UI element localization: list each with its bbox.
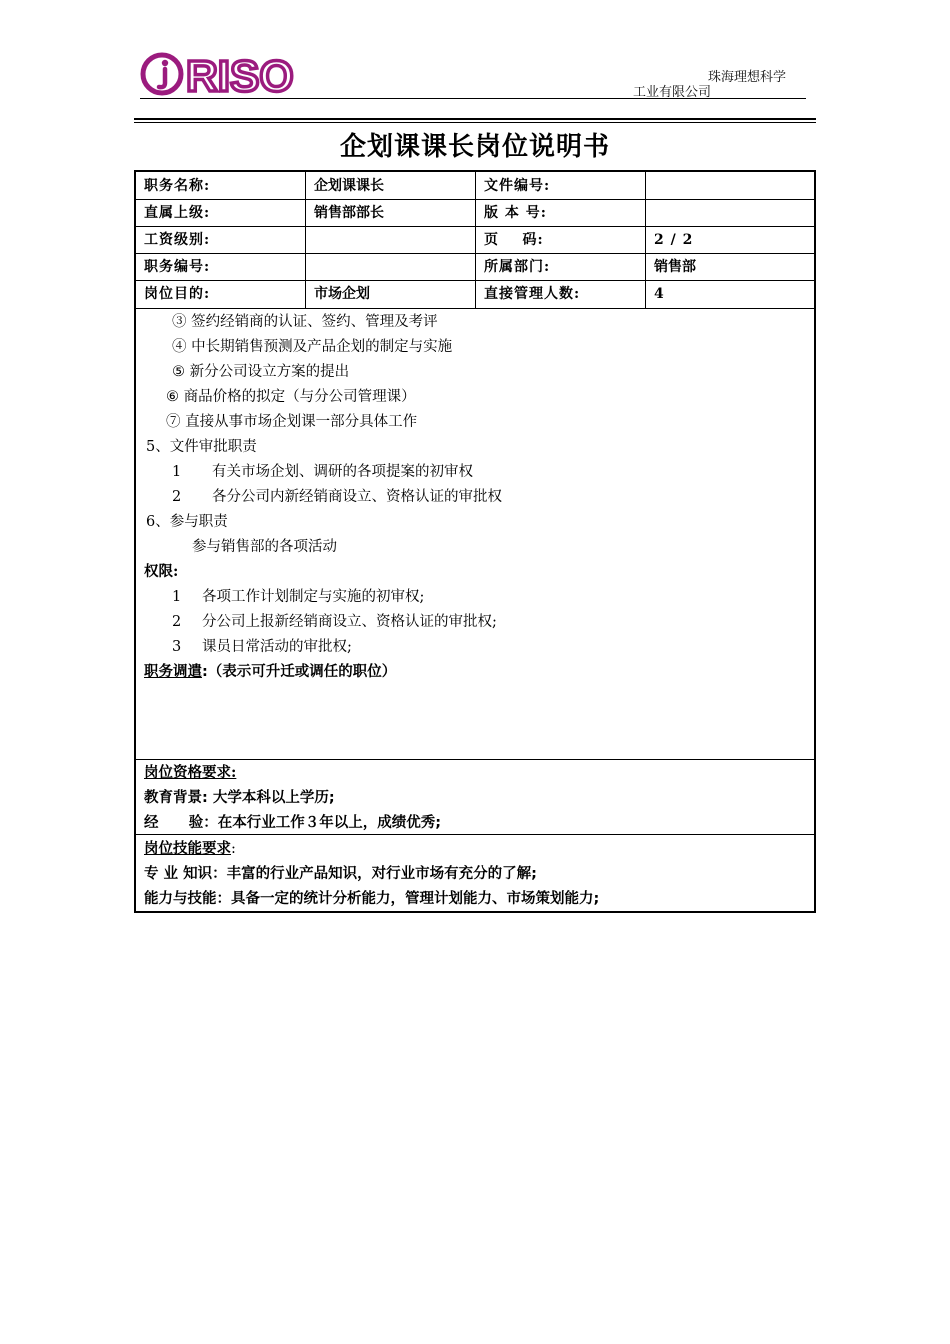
qualification-title: 岗位资格要求: (144, 764, 237, 781)
skills-title-line (144, 839, 236, 859)
row-divider (136, 308, 814, 309)
riso-logo (140, 50, 300, 98)
section5-item-number: 1 (172, 464, 182, 480)
column-divider (645, 172, 646, 308)
company-name-line2: 工业有限公司 (633, 85, 712, 100)
authority-item-text: 各项工作计划制定与实施的初审权; (202, 589, 425, 605)
job-description-table (134, 170, 816, 913)
authority-item-number: 2 (172, 614, 182, 630)
label-purpose: 岗位目的: (144, 286, 211, 302)
label-direct-reports: 直接管理人数: (484, 286, 581, 302)
section6-title: 6、参与职责 (146, 514, 228, 530)
label-job-title: 职务名称: (144, 178, 211, 194)
authority-title: 权限: (144, 563, 179, 580)
label-page: 页 码: (484, 232, 544, 248)
skills-title-colon: : (231, 841, 236, 857)
header-divider (140, 98, 806, 99)
label-version: 版 本 号: (484, 205, 547, 221)
title-rule-thick (134, 118, 816, 120)
value-direct-reports: 4 (654, 286, 665, 302)
duty-item: ⑦ 直接从事市场企划课一部分具体工作 (166, 414, 418, 430)
transfer-title: 职务调遣 (144, 664, 202, 680)
document-title: 企划课课长岗位说明书 (339, 132, 610, 162)
ability-requirement: 能力与技能：具备一定的统计分析能力，管理计划能力、市场策划能力; (144, 891, 600, 907)
duty-item: ⑤ 新分公司设立方案的提出 (172, 364, 350, 380)
authority-item-number: 3 (172, 639, 182, 655)
section-divider (136, 759, 814, 760)
column-divider (305, 172, 306, 308)
value-department: 销售部 (654, 259, 696, 275)
label-supervisor: 直属上级: (144, 205, 211, 221)
label-salary-grade: 工资级别: (144, 232, 211, 248)
column-divider (475, 172, 476, 308)
label-department: 所属部门: (484, 259, 551, 275)
duty-item: ③ 签约经销商的认证、签约、管理及考评 (172, 314, 438, 330)
experience-requirement: 经 验：在本行业工作３年以上，成绩优秀; (144, 815, 442, 831)
section-divider (136, 834, 814, 835)
authority-item-number: 1 (172, 589, 182, 605)
education-requirement: 教育背景: 大学本科以上学历; (144, 790, 335, 806)
skills-title: 岗位技能要求 (144, 840, 231, 857)
logo-text: RISO (186, 52, 294, 98)
section5-item-text: 各分公司内新经销商设立、资格认证的审批权 (212, 489, 502, 505)
transfer-line (144, 662, 396, 682)
authority-item-text: 分公司上报新经销商设立、资格认证的审批权; (202, 614, 497, 630)
section5-item-number: 2 (172, 489, 182, 505)
value-supervisor: 销售部部长 (314, 205, 384, 221)
duty-item: ⑥ 商品价格的拟定（与分公司管理课） (166, 389, 416, 405)
transfer-note: :（表示可升迁或调任的职位） (202, 664, 397, 680)
company-name-line1: 珠海理想科学 (708, 70, 787, 85)
title-rule-thin (134, 122, 816, 123)
value-job-title: 企划课课长 (314, 178, 384, 194)
label-file-number: 文件编号: (484, 178, 551, 194)
value-page: 2 / 2 (654, 232, 694, 248)
authority-item-text: 课员日常活动的审批权; (202, 639, 352, 655)
label-job-number: 职务编号: (144, 259, 211, 275)
section6-text: 参与销售部的各项活动 (192, 539, 337, 555)
duty-item: ④ 中长期销售预测及产品企划的制定与实施 (172, 339, 453, 355)
knowledge-requirement: 专 业 知识：丰富的行业产品知识，对行业市场有充分的了解; (144, 866, 537, 882)
value-purpose: 市场企划 (314, 286, 370, 302)
section5-title: 5、文件审批职责 (146, 439, 257, 455)
section5-item-text: 有关市场企划、调研的各项提案的初审权 (212, 464, 473, 480)
